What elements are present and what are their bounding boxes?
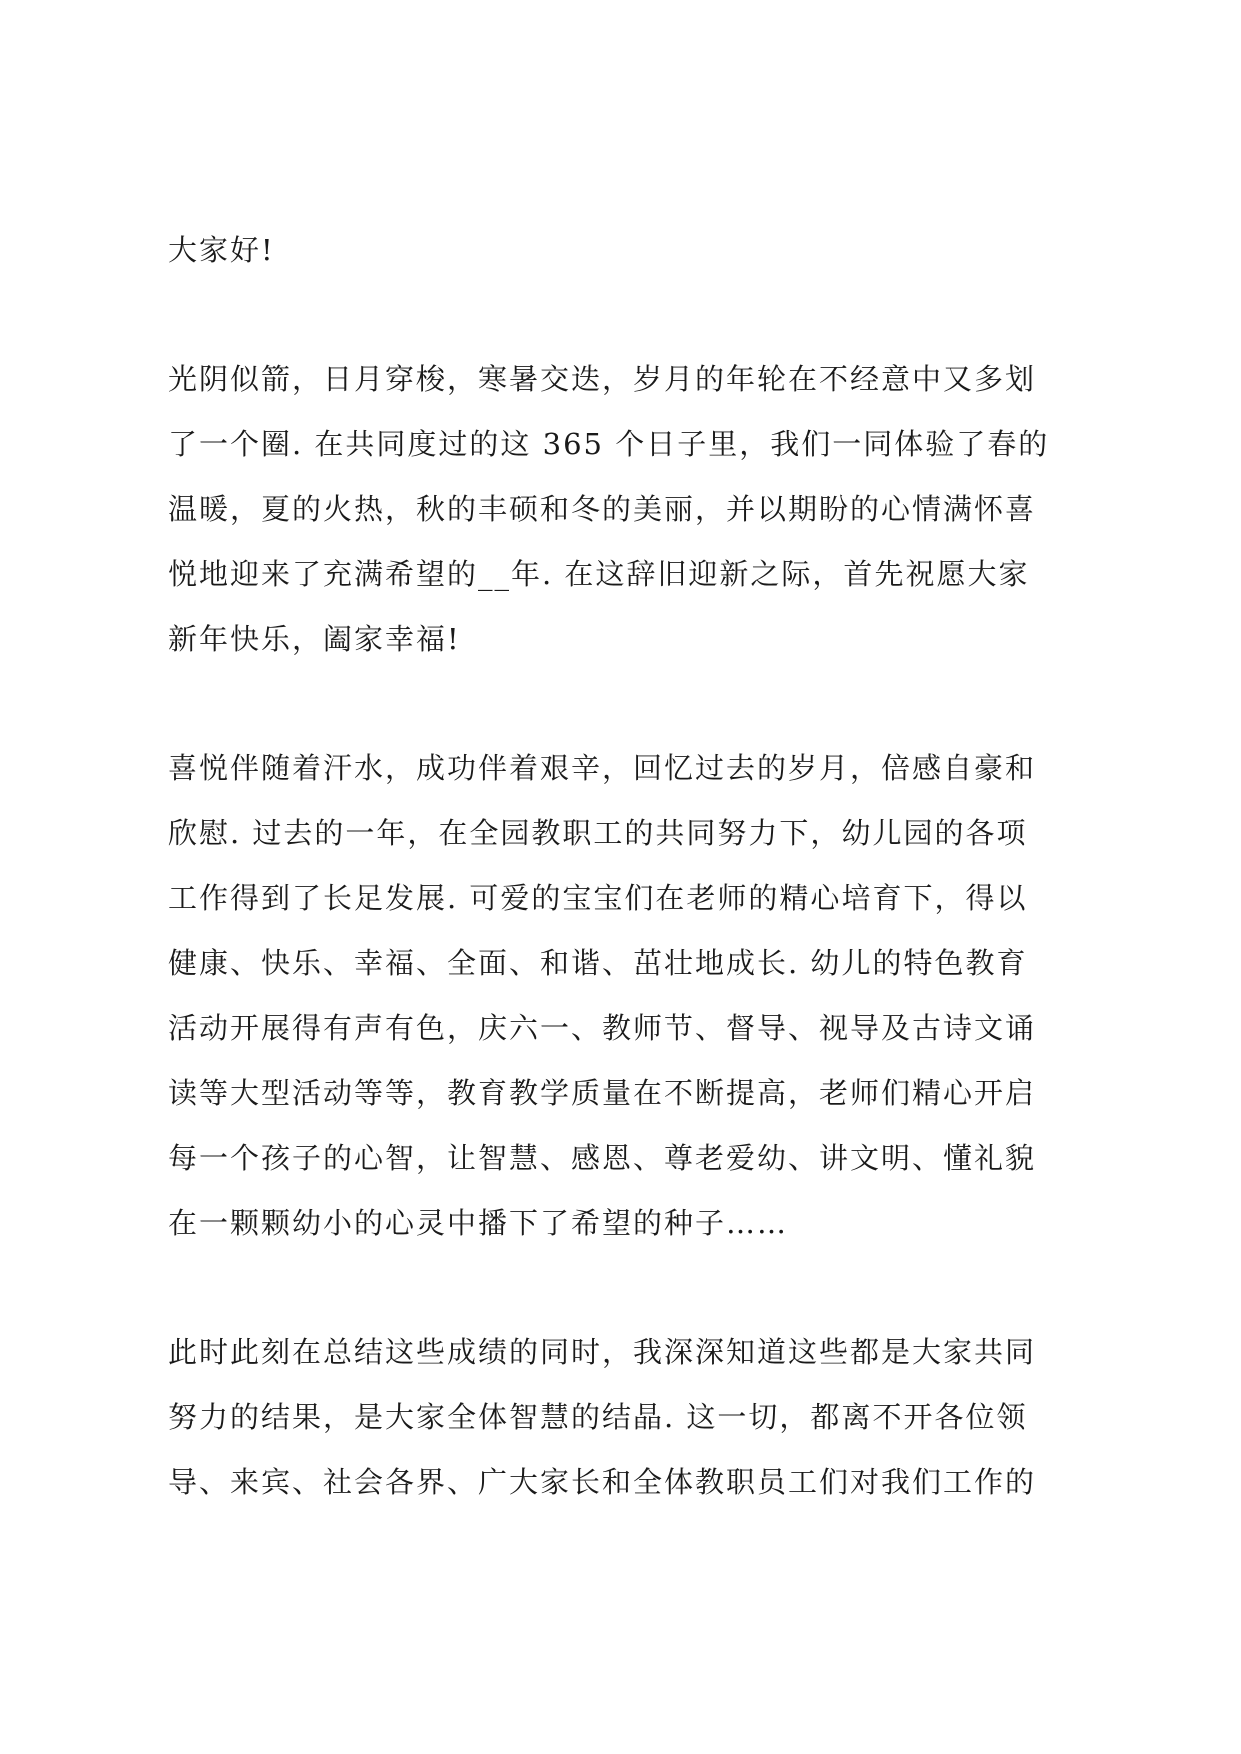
paragraph-line: 了一个圈. 在共同度过的这 365 个日子里，我们一同体验了春的 bbox=[168, 427, 1050, 461]
paragraph-line: 导、来宾、社会各界、广大家长和全体教职员工们对我们工作的 bbox=[168, 1465, 1037, 1499]
paragraph-line: 新年快乐，阖家幸福! bbox=[168, 622, 461, 656]
paragraph-line: 温暖，夏的火热，秋的丰硕和冬的美丽，并以期盼的心情满怀喜 bbox=[168, 492, 1037, 526]
paragraph-line: 努力的结果，是大家全体智慧的结晶. 这一切，都离不开各位领 bbox=[168, 1400, 1028, 1434]
paragraph-line: 光阴似箭，日月穿梭，寒暑交迭，岁月的年轮在不经意中又多划 bbox=[168, 362, 1037, 396]
paragraph-line: 读等大型活动等等，教育教学质量在不断提高，老师们精心开启 bbox=[168, 1076, 1037, 1110]
paragraph-line: 在一颗颗幼小的心灵中播下了希望的种子…… bbox=[168, 1206, 789, 1240]
paragraph-line: 健康、快乐、幸福、全面、和谐、茁壮地成长. 幼儿的特色教育 bbox=[168, 946, 1028, 980]
paragraph-line: 欣慰. 过去的一年，在全园教职工的共同努力下，幼儿园的各项 bbox=[168, 816, 1028, 850]
paragraph-line: 工作得到了长足发展. 可爱的宝宝们在老师的精心培育下，得以 bbox=[168, 881, 1028, 915]
paragraph-line: 悦地迎来了充满希望的__年. 在这辞旧迎新之际，首先祝愿大家 bbox=[168, 557, 1030, 591]
greeting: 大家好! bbox=[168, 233, 275, 267]
paragraph-line: 此时此刻在总结这些成绩的同时，我深深知道这些都是大家共同 bbox=[168, 1335, 1037, 1369]
paragraph-line: 喜悦伴随着汗水，成功伴着艰辛，回忆过去的岁月，倍感自豪和 bbox=[168, 751, 1037, 785]
paragraph-line: 活动开展得有声有色，庆六一、教师节、督导、视导及古诗文诵 bbox=[168, 1011, 1037, 1045]
paragraph-line: 每一个孩子的心智，让智慧、感恩、尊老爱幼、讲文明、懂礼貌 bbox=[168, 1141, 1037, 1175]
